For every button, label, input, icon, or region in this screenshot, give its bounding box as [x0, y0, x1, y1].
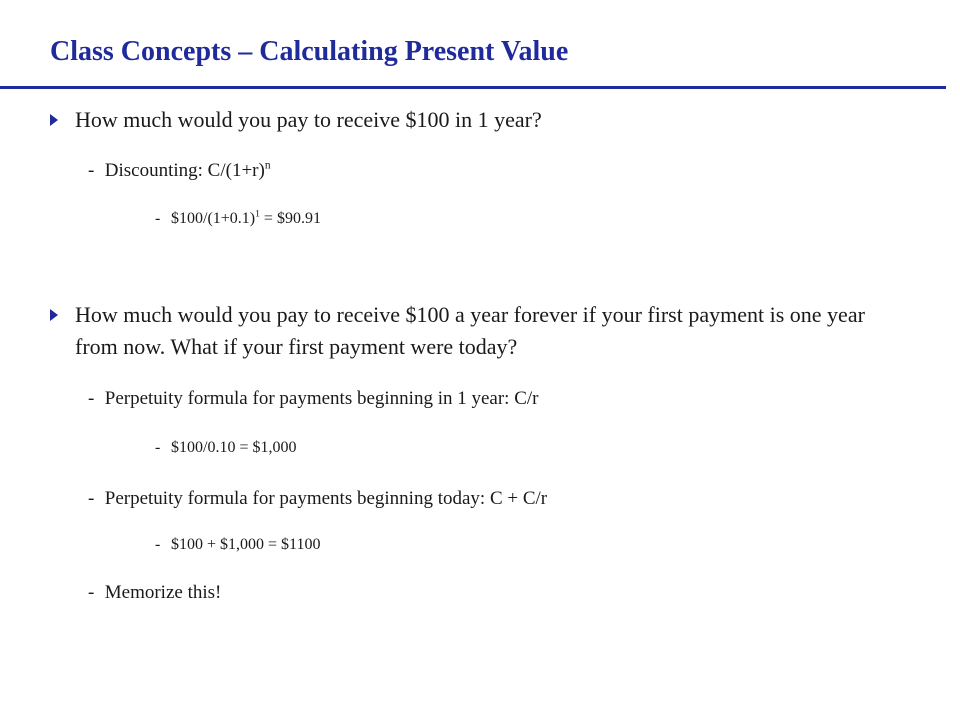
bullet-1-sub-1	[88, 159, 271, 183]
bullet-2-subsub-1	[155, 437, 296, 459]
memorize-note: Memorize this!	[104, 582, 222, 603]
bullet-2-text: How much would you pay to receive $100 a year forever if your first payment is one year from now. What if your first payment were today?	[75, 302, 865, 359]
exponent-n: n	[264, 159, 271, 172]
dash-marker: -	[88, 582, 95, 603]
slide-title: Class Concepts – Calculating Present Value	[50, 36, 569, 67]
dash-marker: -	[155, 210, 161, 227]
bullet-2	[50, 299, 910, 363]
perpetuity-today-formula: Perpetuity formula for payments beginning today: C + C/r	[104, 488, 548, 509]
dash-marker: -	[88, 160, 95, 181]
bullet-1-subsub-1	[155, 208, 321, 230]
dash-marker: -	[155, 439, 161, 456]
perpetuity-today-example: $100 + $1,000 = $1100	[171, 536, 321, 553]
discounting-formula: Discounting: C/(1+r)	[104, 160, 265, 181]
dash-marker: -	[88, 488, 95, 509]
bullet-1	[50, 104, 910, 136]
discount-example-base: $100/(1+0.1)	[171, 210, 256, 227]
triangle-bullet-icon	[50, 114, 58, 126]
bullet-2-sub-2	[88, 487, 547, 511]
triangle-bullet-icon	[50, 309, 58, 321]
bullet-2-subsub-2	[155, 534, 320, 556]
title-divider	[0, 86, 946, 89]
discount-example-result: = $90.91	[259, 210, 321, 227]
perpetuity-1yr-formula: Perpetuity formula for payments beginning in 1 year: C/r	[104, 388, 539, 409]
exponent-1: 1	[255, 208, 260, 220]
perpetuity-1yr-example: $100/0.10 = $1,000	[171, 439, 297, 456]
bullet-2-sub-1	[88, 387, 538, 411]
bullet-1-text: How much would you pay to receive $100 in 1 year?	[75, 107, 542, 132]
dash-marker: -	[155, 536, 161, 553]
dash-marker: -	[88, 388, 95, 409]
bullet-2-sub-3	[88, 581, 221, 605]
